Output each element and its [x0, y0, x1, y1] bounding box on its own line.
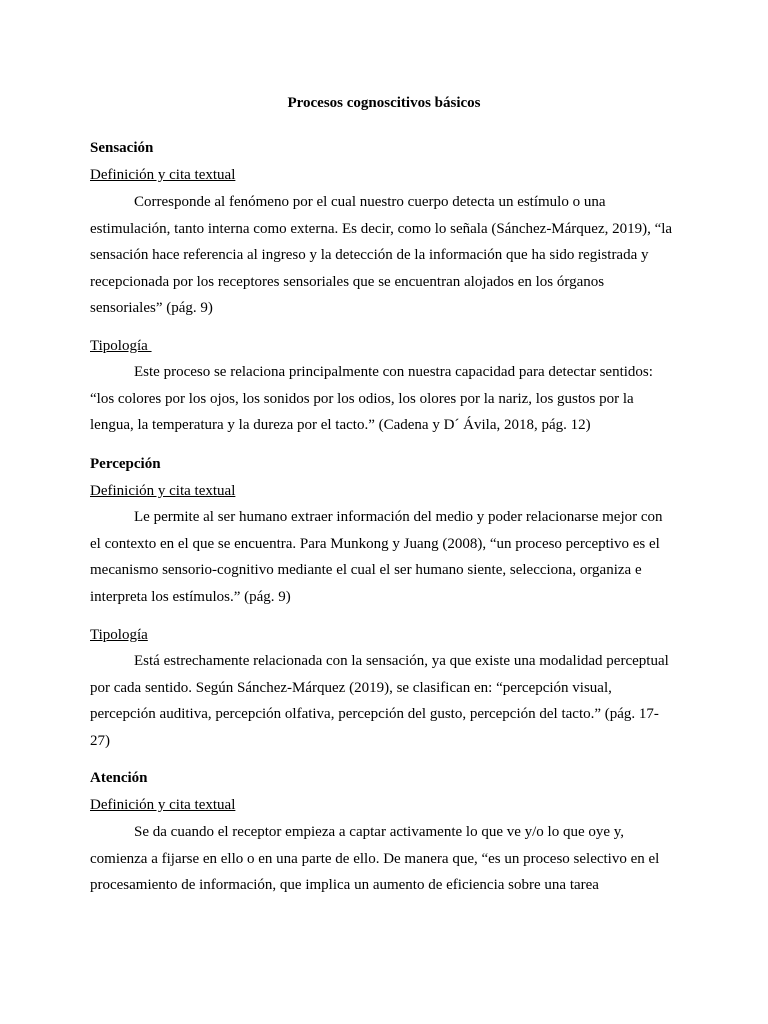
section-heading-percepcion: Percepción: [90, 456, 161, 472]
text-line: Le permite al ser humano extraer información del medio y poder relacionarse mejor con: [134, 509, 663, 525]
text-line: Se da cuando el receptor empieza a captar activamente lo que ve y/o lo que oye y,: [134, 824, 625, 840]
paragraph-sensacion-definicion: [90, 189, 680, 322]
text-line: recepcionada por los receptores sensoriales que se encuentran alojados en los órganos: [90, 273, 605, 290]
text-line: Corresponde al fenómeno por el cual nuestro cuerpo detecta un estímulo o una: [134, 194, 606, 210]
text-line: estimulación, tanto interna como externa. Es decir, como lo señala (Sánchez-Márquez, 2019), “la: [90, 220, 673, 237]
paragraph-sensacion-tipologia: [90, 359, 680, 439]
text-line: procesamiento de información, que implica un aumento de eficiencia sobre una tarea: [90, 877, 599, 894]
text-line: 27): [90, 732, 110, 749]
paragraph-percepcion-tipologia: [90, 648, 680, 754]
text-line: por cada sentido. Según Sánchez-Márquez (2019), se clasifican en: “percepción visual,: [90, 679, 612, 696]
subheading-percepcion-tipologia: Tipología: [90, 627, 148, 643]
text-line: interpreta los estímulos.” (pág. 9): [90, 588, 291, 605]
subheading-percepcion-definicion: Definición y cita textual: [90, 483, 236, 499]
subheading-sensacion-definicion: Definición y cita textual: [90, 167, 236, 183]
subheading-atencion-definicion: Definición y cita textual: [90, 797, 236, 813]
text-line: el contexto en el que se encuentra. Para Munkong y Juang (2008), “un proceso perceptivo es el: [90, 535, 660, 552]
paragraph-atencion-definicion: [90, 819, 680, 899]
text-line: mecanismo sensorio-cognitivo mediante el cual el ser humano siente, selecciona, organiza e: [90, 562, 642, 579]
document-title: Procesos cognoscitivos básicos: [287, 95, 481, 111]
text-line: sensación hace referencia al ingreso y la detección de la información que ha sido registrada y: [90, 247, 649, 264]
text-line: comienza a fijarse en ello o en una parte de ello. De manera que, “es un proceso selectivo en el: [90, 850, 660, 867]
paragraph-percepcion-definicion: [90, 504, 680, 610]
text-line: lengua, la temperatura y la dureza por el tacto.” (Cadena y D´ Ávila, 2018, pág. 12): [90, 417, 591, 434]
text-line: sensoriales” (pág. 9): [90, 300, 213, 317]
section-heading-sensacion: Sensación: [90, 140, 154, 156]
text-line: “los colores por los ojos, los sonidos por los odios, los olores por la nariz, los gustos por la: [90, 390, 634, 407]
subheading-sensacion-tipologia: Tipología: [90, 338, 152, 354]
text-line: Este proceso se relaciona principalmente con nuestra capacidad para detectar sentidos:: [134, 364, 653, 380]
text-line: Está estrechamente relacionada con la sensación, ya que existe una modalidad perceptual: [134, 653, 669, 669]
text-line: percepción auditiva, percepción olfativa, percepción del gusto, percepción del tacto.” (pág. 17-: [90, 706, 659, 723]
section-heading-atencion: Atención: [90, 770, 148, 786]
